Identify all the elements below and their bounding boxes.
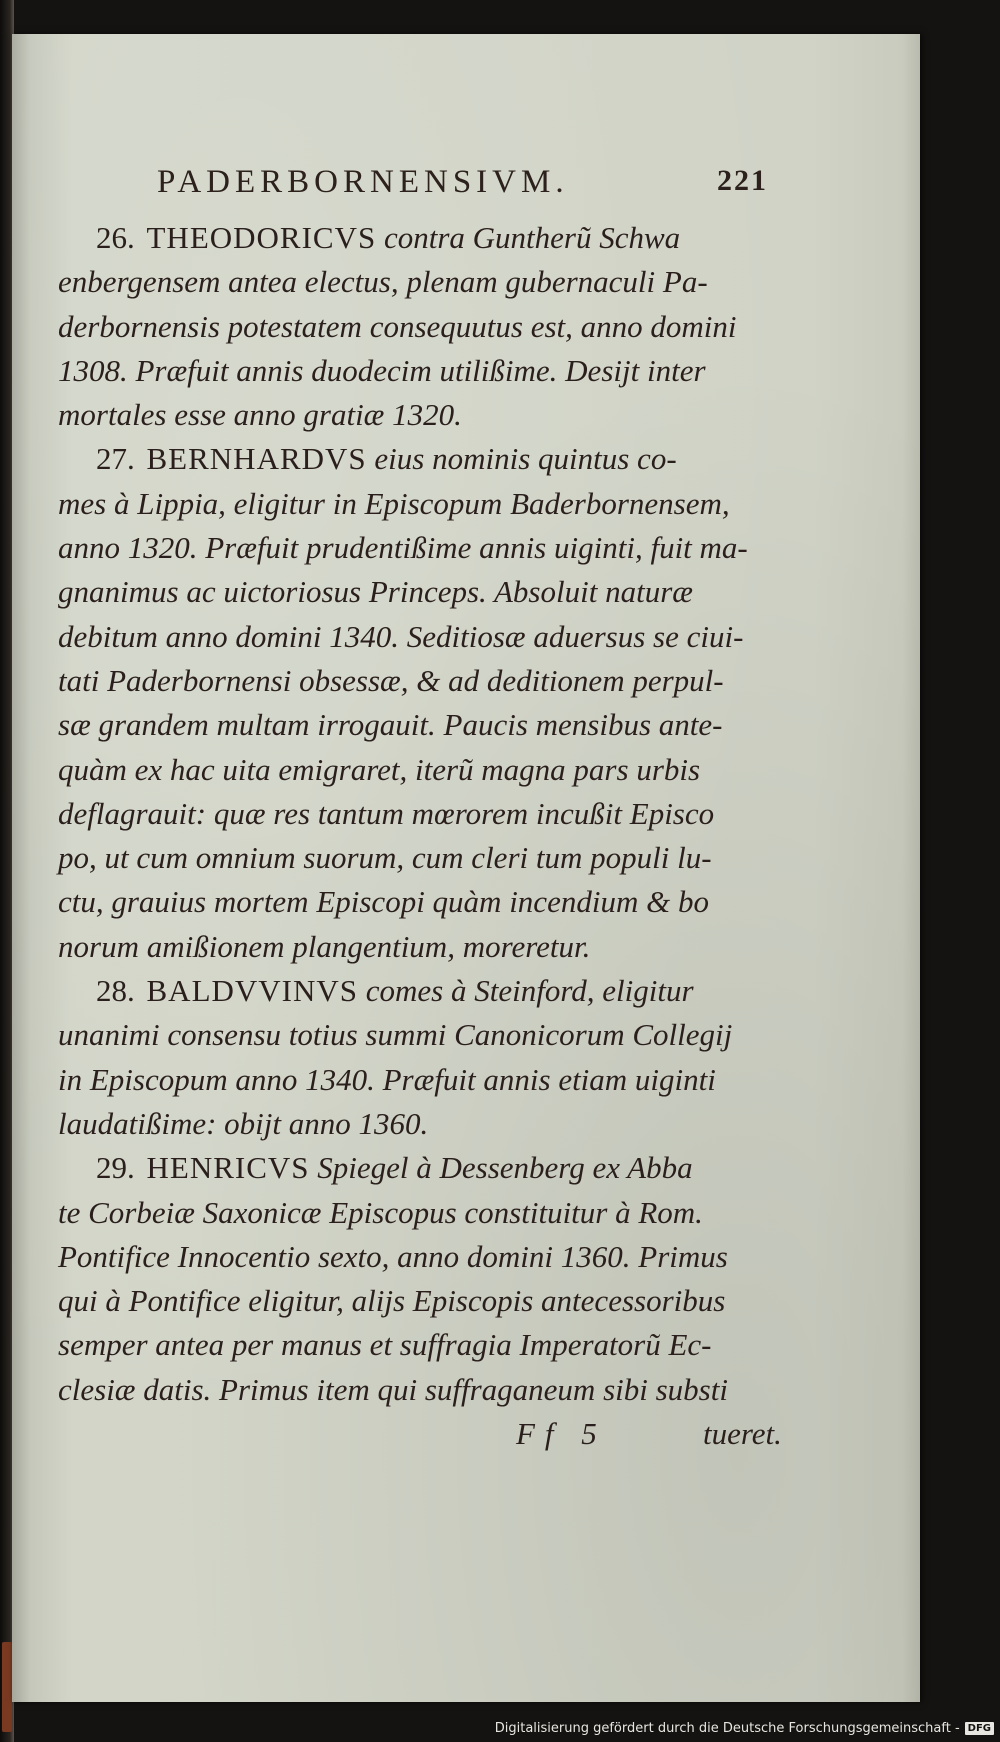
text-line: unanimi consensu totius summi Canonicorum Collegij: [58, 1017, 733, 1053]
text-line: clesiæ datis. Primus item qui suffraganeum sibi substi: [58, 1371, 728, 1407]
running-title: PADERBORNENSIVM.: [157, 164, 569, 200]
text-line: sæ grandem multam irrogauit. Paucis mensibus ante-: [58, 707, 723, 743]
text-line: mes à Lippia, eligitur in Episcopum Baderbornensem,: [58, 485, 730, 521]
text-line: te Corbeiæ Saxonicæ Episcopus constituitur à Rom.: [58, 1194, 703, 1230]
text-line: [58, 1146, 818, 1190]
text-line: qui à Pontifice eligitur, alijs Episcopis antecessoribus: [58, 1283, 726, 1319]
text-line: anno 1320. Præfuit prudentißime annis uiginti, fuit ma-: [58, 530, 748, 566]
line-text: eius nominis quintus co-: [366, 441, 677, 477]
dfg-logo-icon: DFG: [965, 1722, 994, 1735]
running-head: [157, 164, 797, 204]
paragraph-26: [58, 216, 818, 437]
text-line: derbornensis potestatem consequutus est, anno domini: [58, 308, 737, 344]
text-line: debitum anno domini 1340. Seditiosæ aduersus se ciui-: [58, 618, 744, 654]
text-line: 1308. Præfuit annis duodecim utilißime. Desijt inter: [58, 352, 706, 388]
paragraph-29: [58, 1146, 818, 1412]
paragraph-28: [58, 969, 818, 1146]
paragraph-27: [58, 437, 818, 969]
bishop-name: BERNHARDVS: [146, 441, 367, 477]
text-line: [58, 216, 818, 260]
text-line: [58, 437, 818, 481]
text-line: semper antea per manus et suffragia Imperatorũ Ec-: [58, 1327, 712, 1363]
book-page: [12, 34, 920, 1702]
paragraph-number: 28.: [96, 973, 135, 1009]
line-text: comes à Steinford, eligitur: [358, 973, 694, 1009]
bishop-name: THEODORICVS: [146, 220, 377, 255]
paragraph-number: 29.: [96, 1150, 135, 1186]
catchword: tueret.: [703, 1416, 782, 1452]
folio-number: 221: [717, 164, 768, 197]
text-line: in Episcopum anno 1340. Præfuit annis etiam uiginti: [58, 1061, 716, 1097]
text-line: ctu, grauius mortem Episcopi quàm incendium & bo: [58, 884, 709, 920]
line-text: Spiegel à Dessenberg ex Abba: [309, 1150, 693, 1186]
text-line: Pontifice Innocentio sexto, anno domini 1360. Primus: [58, 1238, 728, 1274]
text-line: [58, 969, 818, 1013]
paragraph-number: 27.: [96, 441, 135, 477]
paragraph-number: 26.: [96, 220, 135, 255]
text-line: deflagrauit: quæ res tantum mœrorem incußit Episco: [58, 795, 715, 831]
bishop-name: HENRICVS: [146, 1150, 310, 1186]
signature-mark: Ff 5: [516, 1416, 607, 1452]
text-line: laudatißime: obijt anno 1360.: [58, 1105, 429, 1141]
custos-line: [58, 1412, 818, 1456]
text-line: quàm ex hac uita emigraret, iterũ magna pars urbis: [58, 751, 701, 787]
text-line: po, ut cum omnium suorum, cum cleri tum populi lu-: [58, 840, 712, 876]
text-line: norum amißionem plangentium, moreretur.: [58, 928, 591, 964]
text-line: gnanimus ac uictoriosus Princeps. Absoluit naturæ: [58, 574, 693, 610]
text-line: tati Paderbornensi obsessæ, & ad deditionem perpul-: [58, 662, 724, 698]
text-line: enbergensem antea electus, plenam gubernaculi Pa-: [58, 264, 708, 300]
digitization-footer: [495, 1716, 994, 1740]
bishop-name: BALDVVINVS: [146, 973, 358, 1009]
text-line: mortales esse anno gratiæ 1320.: [58, 397, 462, 433]
text-block: [58, 216, 818, 1456]
footer-credit: Digitalisierung gefördert durch die Deutsche Forschungsgemeinschaft -: [494, 1720, 960, 1736]
line-text: contra Guntherũ Schwa: [376, 220, 681, 255]
